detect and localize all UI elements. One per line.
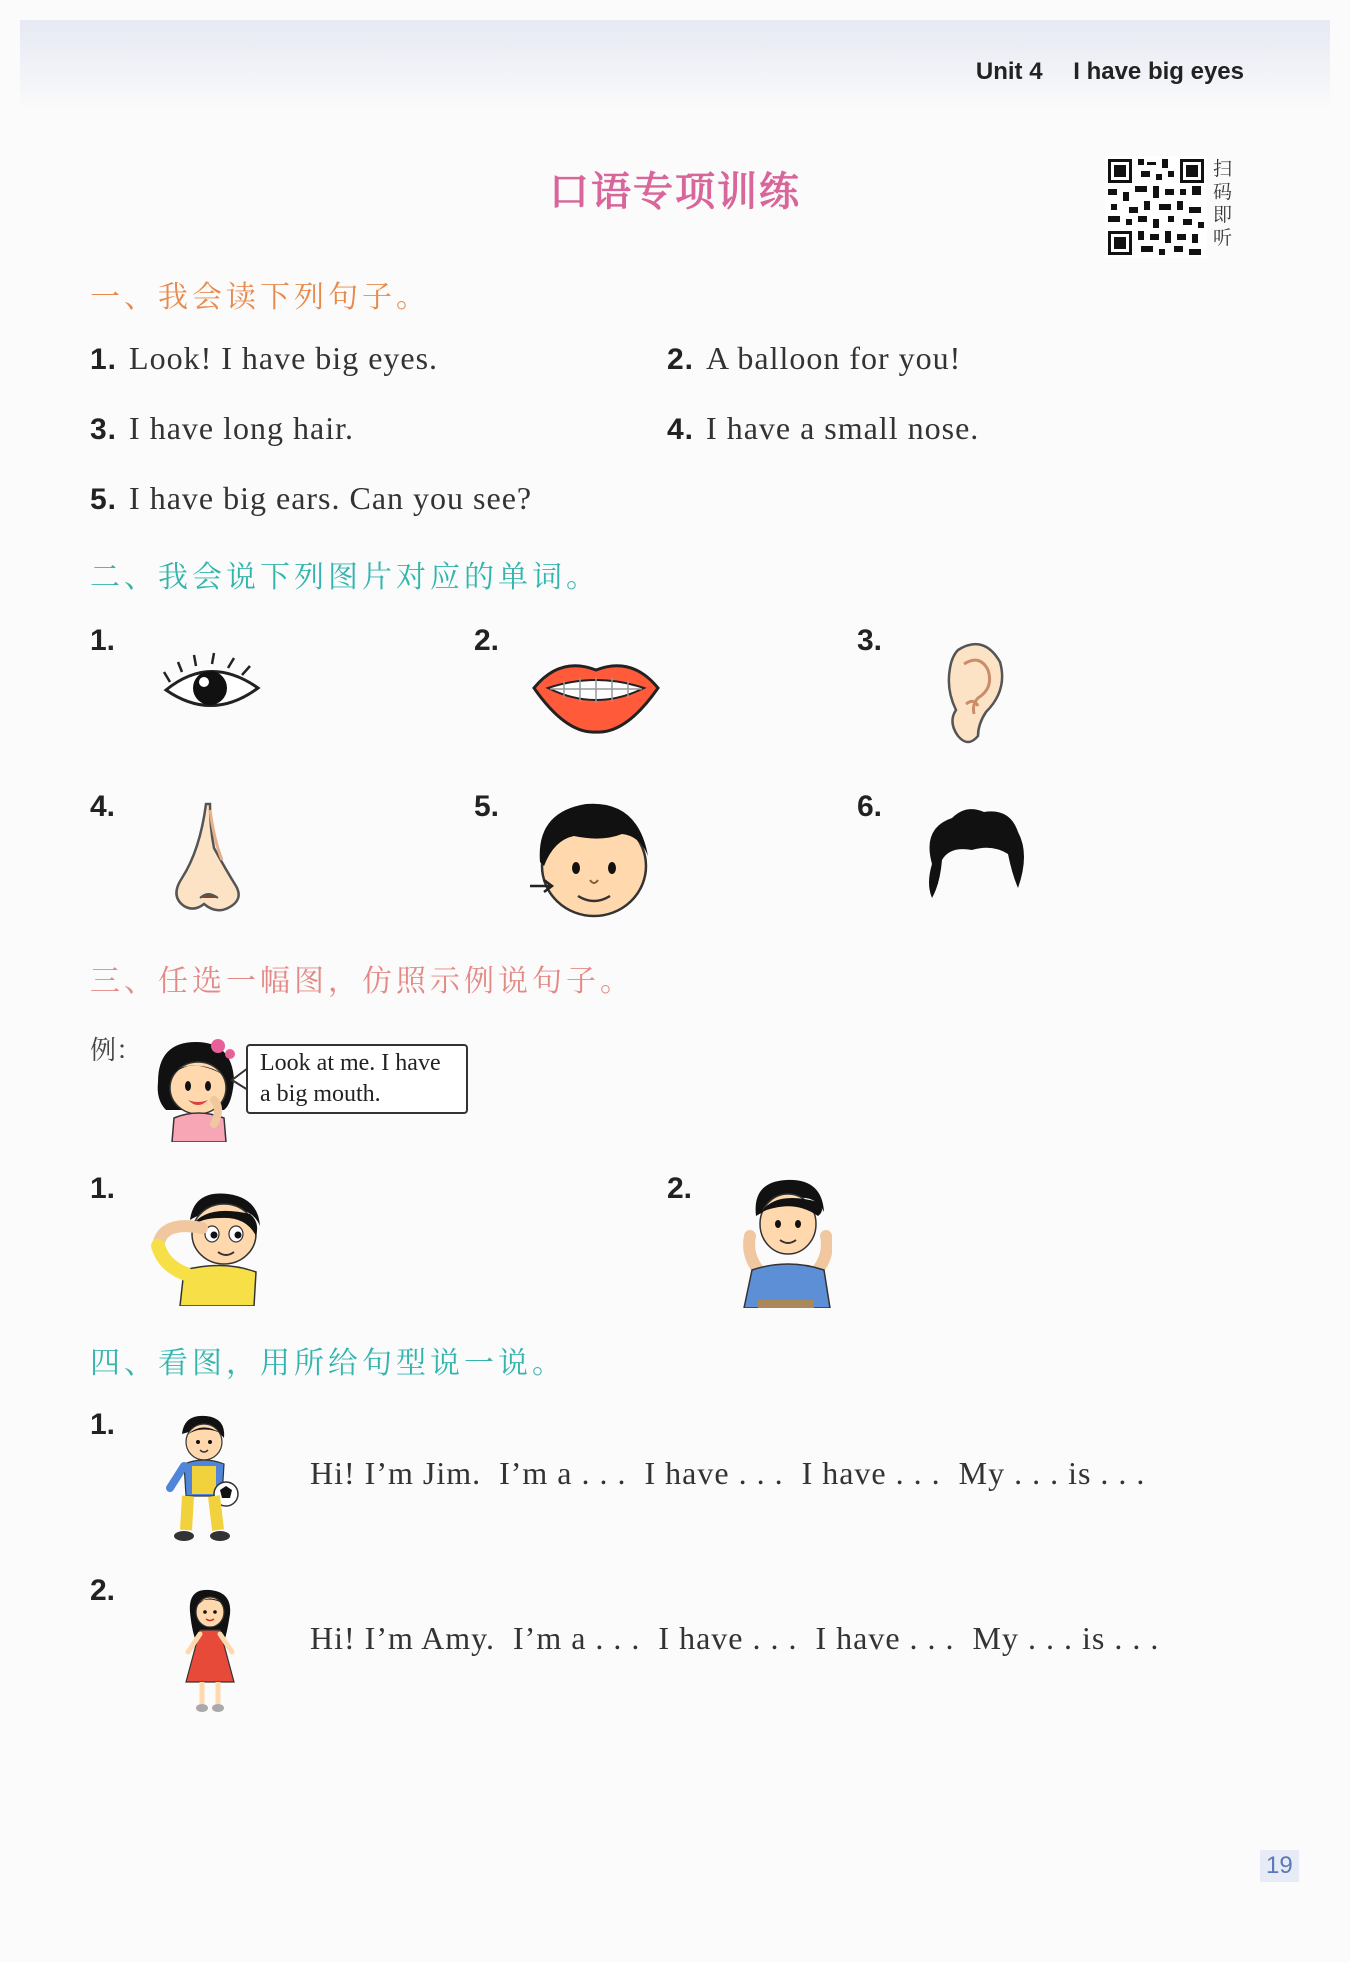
ear-icon [944,640,1006,746]
picture-number: 3. [857,624,883,657]
bubble-line-1: Look at me. I have [260,1050,441,1076]
amy-illustration [178,1586,240,1716]
sentence-5: 5. I have big ears. Can you see? [90,480,533,516]
example-label: 例： [90,1036,143,1066]
sentence-2: 2. A balloon for you! [667,340,962,376]
hair-icon [922,804,1026,900]
page-number: 19 [1260,1850,1299,1882]
picture-number: 5. [474,790,500,823]
boy-touching-ears-illustration [740,1176,832,1308]
sentence-4: 4. I have a small nose. [667,410,980,446]
picture-number: 2. [667,1172,693,1205]
sentence-3: 3. I have long hair. [90,410,354,446]
mouth-icon [530,654,662,734]
qr-code-icon[interactable] [1105,156,1207,258]
bubble-line-2: a big mouth. [260,1081,381,1107]
nose-icon [170,800,244,916]
section1-heading: 一、我会读下列句子。 [90,280,430,315]
picture-number: 2. [90,1574,116,1607]
face-icon [530,796,658,920]
section4-heading: 四、看图，用所给句型说一说。 [90,1346,566,1381]
sentence-pattern-jim: Hi! I’m Jim. I’m a . . . I have . . . I have . . . My . . . is . . . [310,1455,1146,1491]
picture-number: 1. [90,624,116,657]
boy-pointing-eye-illustration [150,1186,268,1306]
eye-icon [160,650,264,720]
sentence-pattern-amy: Hi! I’m Amy. I’m a . . . I have . . . I have . . . My . . . is . . . [310,1620,1160,1656]
qr-label: 扫码即听 [1213,158,1233,249]
sentence-1: 1. Look! I have big eyes. [90,340,439,376]
picture-number: 1. [90,1408,116,1441]
unit-label: Unit 4 [975,58,1043,85]
unit-title: I have big eyes [1073,58,1244,85]
picture-number: 2. [474,624,500,657]
picture-number: 6. [857,790,883,823]
page-title: 口语专项训练 [549,169,801,215]
running-head [976,58,1244,86]
jim-illustration [162,1412,244,1544]
section2-heading: 二、我会说下列图片对应的单词。 [90,560,600,595]
picture-number: 4. [90,790,116,823]
speech-bubble [246,1044,468,1114]
section3-heading: 三、任选一幅图，仿照示例说句子。 [90,964,634,999]
picture-number: 1. [90,1172,116,1205]
